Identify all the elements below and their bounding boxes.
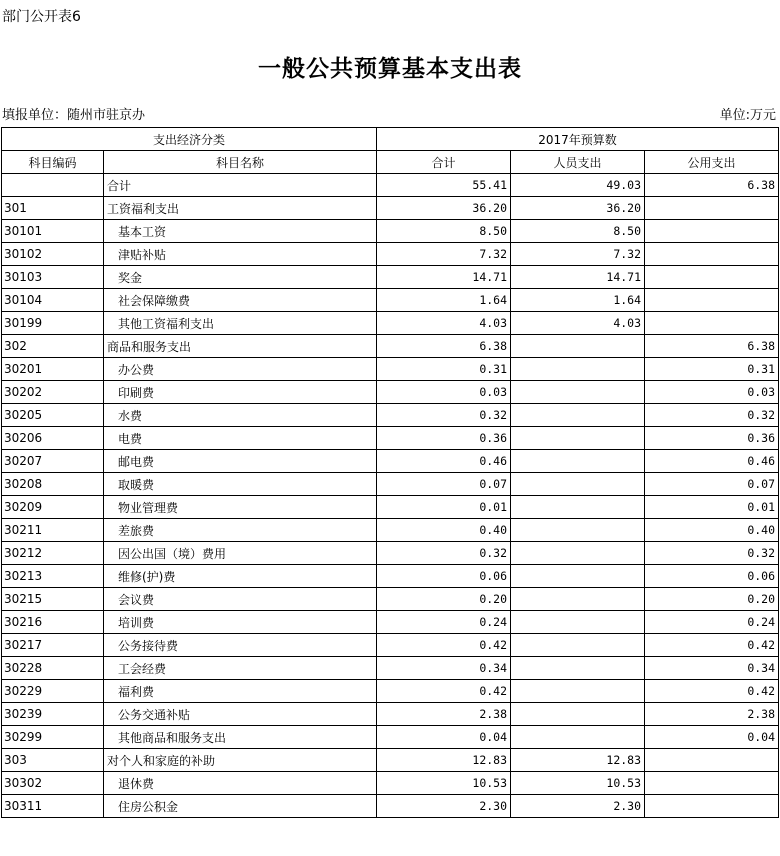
table-row <box>2 358 779 381</box>
group-header-row <box>2 128 779 151</box>
table-row <box>2 174 779 197</box>
name-column-header: 科目名称 <box>104 151 377 174</box>
table-row <box>2 519 779 542</box>
row-total: 1.64 <box>377 289 511 312</box>
row-public: 0.42 <box>645 634 779 657</box>
row-name: 维修(护)费 <box>104 565 377 588</box>
total-column-header: 合计 <box>377 151 511 174</box>
table-row <box>2 427 779 450</box>
page-title: 一般公共预算基本支出表 <box>258 55 522 82</box>
row-public: 0.32 <box>645 404 779 427</box>
row-code: 30202 <box>2 381 104 404</box>
row-public <box>645 795 779 818</box>
row-total: 0.20 <box>377 588 511 611</box>
row-public: 6.38 <box>645 174 779 197</box>
row-name: 住房公积金 <box>104 795 377 818</box>
row-personnel <box>511 657 645 680</box>
row-total: 0.42 <box>377 680 511 703</box>
row-public: 0.01 <box>645 496 779 519</box>
row-code: 30213 <box>2 565 104 588</box>
row-total: 0.06 <box>377 565 511 588</box>
row-code: 30199 <box>2 312 104 335</box>
row-total: 10.53 <box>377 772 511 795</box>
row-name: 其他商品和服务支出 <box>104 726 377 749</box>
table-row <box>2 243 779 266</box>
row-total: 0.34 <box>377 657 511 680</box>
row-personnel: 7.32 <box>511 243 645 266</box>
row-code: 30104 <box>2 289 104 312</box>
row-personnel: 10.53 <box>511 772 645 795</box>
row-name: 其他工资福利支出 <box>104 312 377 335</box>
row-public <box>645 243 779 266</box>
row-total: 0.04 <box>377 726 511 749</box>
row-public: 0.24 <box>645 611 779 634</box>
row-personnel: 49.03 <box>511 174 645 197</box>
table-row <box>2 312 779 335</box>
row-total: 7.32 <box>377 243 511 266</box>
table-row <box>2 496 779 519</box>
table-row <box>2 289 779 312</box>
row-name: 印刷费 <box>104 381 377 404</box>
row-public: 0.20 <box>645 588 779 611</box>
code-column-header: 科目编码 <box>2 151 104 174</box>
row-public <box>645 749 779 772</box>
table-row <box>2 266 779 289</box>
form-number-label: 部门公开表6 <box>2 9 81 25</box>
row-public: 0.40 <box>645 519 779 542</box>
row-total: 0.31 <box>377 358 511 381</box>
row-total: 0.36 <box>377 427 511 450</box>
row-personnel <box>511 450 645 473</box>
row-name: 公务交通补贴 <box>104 703 377 726</box>
classification-header: 支出经济分类 <box>2 128 377 151</box>
row-total: 0.03 <box>377 381 511 404</box>
row-name: 对个人和家庭的补助 <box>104 749 377 772</box>
row-total: 8.50 <box>377 220 511 243</box>
table-row <box>2 703 779 726</box>
row-name: 商品和服务支出 <box>104 335 377 358</box>
row-code: 30212 <box>2 542 104 565</box>
row-name: 退休费 <box>104 772 377 795</box>
row-public: 0.42 <box>645 680 779 703</box>
row-code: 30101 <box>2 220 104 243</box>
row-name: 工资福利支出 <box>104 197 377 220</box>
row-personnel <box>511 542 645 565</box>
row-public: 6.38 <box>645 335 779 358</box>
row-personnel: 14.71 <box>511 266 645 289</box>
row-total: 0.32 <box>377 404 511 427</box>
row-personnel <box>511 588 645 611</box>
row-public <box>645 772 779 795</box>
row-total: 36.20 <box>377 197 511 220</box>
row-code: 30201 <box>2 358 104 381</box>
row-code: 30239 <box>2 703 104 726</box>
row-personnel <box>511 335 645 358</box>
table-row <box>2 634 779 657</box>
budget-year-header: 2017年预算数 <box>377 128 779 151</box>
table-row <box>2 381 779 404</box>
row-public <box>645 266 779 289</box>
row-name: 培训费 <box>104 611 377 634</box>
row-personnel: 8.50 <box>511 220 645 243</box>
table-row <box>2 220 779 243</box>
row-code: 30229 <box>2 680 104 703</box>
row-personnel: 4.03 <box>511 312 645 335</box>
currency-unit: 单位:万元 <box>719 108 776 123</box>
row-public <box>645 289 779 312</box>
row-code: 303 <box>2 749 104 772</box>
row-public <box>645 312 779 335</box>
row-name: 合计 <box>104 174 377 197</box>
row-code: 301 <box>2 197 104 220</box>
row-personnel: 2.30 <box>511 795 645 818</box>
row-code: 30311 <box>2 795 104 818</box>
row-total: 2.38 <box>377 703 511 726</box>
row-code: 30302 <box>2 772 104 795</box>
row-personnel <box>511 726 645 749</box>
row-total: 0.46 <box>377 450 511 473</box>
row-public: 0.46 <box>645 450 779 473</box>
table-row <box>2 542 779 565</box>
row-code: 30102 <box>2 243 104 266</box>
row-total: 14.71 <box>377 266 511 289</box>
row-code: 30207 <box>2 450 104 473</box>
row-public: 0.07 <box>645 473 779 496</box>
row-personnel <box>511 473 645 496</box>
row-name: 电费 <box>104 427 377 450</box>
row-name: 差旅费 <box>104 519 377 542</box>
row-personnel <box>511 381 645 404</box>
row-public <box>645 197 779 220</box>
row-name: 因公出国（境）费用 <box>104 542 377 565</box>
column-header-row <box>2 151 779 174</box>
table-row <box>2 749 779 772</box>
row-name: 取暖费 <box>104 473 377 496</box>
budget-table <box>1 127 779 818</box>
row-code: 30299 <box>2 726 104 749</box>
row-public: 0.03 <box>645 381 779 404</box>
row-public: 0.04 <box>645 726 779 749</box>
row-public: 0.31 <box>645 358 779 381</box>
row-personnel <box>511 519 645 542</box>
row-personnel <box>511 565 645 588</box>
row-code: 30206 <box>2 427 104 450</box>
row-code: 30205 <box>2 404 104 427</box>
row-code <box>2 174 104 197</box>
row-code: 30217 <box>2 634 104 657</box>
row-total: 0.01 <box>377 496 511 519</box>
public-column-header: 公用支出 <box>645 151 779 174</box>
row-public: 2.38 <box>645 703 779 726</box>
row-name: 会议费 <box>104 588 377 611</box>
row-public: 0.32 <box>645 542 779 565</box>
row-personnel <box>511 404 645 427</box>
row-total: 4.03 <box>377 312 511 335</box>
row-total: 0.40 <box>377 519 511 542</box>
table-body <box>2 174 779 818</box>
row-code: 30103 <box>2 266 104 289</box>
row-name: 物业管理费 <box>104 496 377 519</box>
personnel-column-header: 人员支出 <box>511 151 645 174</box>
row-code: 30211 <box>2 519 104 542</box>
row-total: 0.42 <box>377 634 511 657</box>
row-name: 公务接待费 <box>104 634 377 657</box>
row-code: 30209 <box>2 496 104 519</box>
row-code: 30216 <box>2 611 104 634</box>
row-code: 30215 <box>2 588 104 611</box>
row-personnel <box>511 634 645 657</box>
row-name: 办公费 <box>104 358 377 381</box>
table-row <box>2 657 779 680</box>
table-row <box>2 565 779 588</box>
table-row <box>2 404 779 427</box>
table-row <box>2 680 779 703</box>
row-total: 2.30 <box>377 795 511 818</box>
row-personnel: 1.64 <box>511 289 645 312</box>
table-row <box>2 335 779 358</box>
row-personnel: 36.20 <box>511 197 645 220</box>
row-name: 工会经费 <box>104 657 377 680</box>
row-public: 0.06 <box>645 565 779 588</box>
row-public <box>645 220 779 243</box>
row-public: 0.36 <box>645 427 779 450</box>
row-name: 基本工资 <box>104 220 377 243</box>
row-name: 津贴补贴 <box>104 243 377 266</box>
row-total: 0.32 <box>377 542 511 565</box>
table-row <box>2 772 779 795</box>
row-code: 302 <box>2 335 104 358</box>
row-total: 6.38 <box>377 335 511 358</box>
table-row <box>2 588 779 611</box>
row-name: 邮电费 <box>104 450 377 473</box>
table-row <box>2 473 779 496</box>
row-total: 55.41 <box>377 174 511 197</box>
row-personnel <box>511 703 645 726</box>
row-personnel <box>511 611 645 634</box>
table-row <box>2 726 779 749</box>
row-total: 0.07 <box>377 473 511 496</box>
row-personnel <box>511 496 645 519</box>
row-personnel <box>511 427 645 450</box>
row-code: 30208 <box>2 473 104 496</box>
row-name: 社会保障缴费 <box>104 289 377 312</box>
row-name: 奖金 <box>104 266 377 289</box>
row-public: 0.34 <box>645 657 779 680</box>
row-name: 福利费 <box>104 680 377 703</box>
row-personnel: 12.83 <box>511 749 645 772</box>
row-personnel <box>511 358 645 381</box>
table-row <box>2 197 779 220</box>
table-row <box>2 450 779 473</box>
row-personnel <box>511 680 645 703</box>
row-code: 30228 <box>2 657 104 680</box>
reporting-unit: 填报单位：随州市驻京办 <box>2 108 146 123</box>
row-total: 0.24 <box>377 611 511 634</box>
table-row <box>2 611 779 634</box>
table-row <box>2 795 779 818</box>
row-name: 水费 <box>104 404 377 427</box>
row-total: 12.83 <box>377 749 511 772</box>
